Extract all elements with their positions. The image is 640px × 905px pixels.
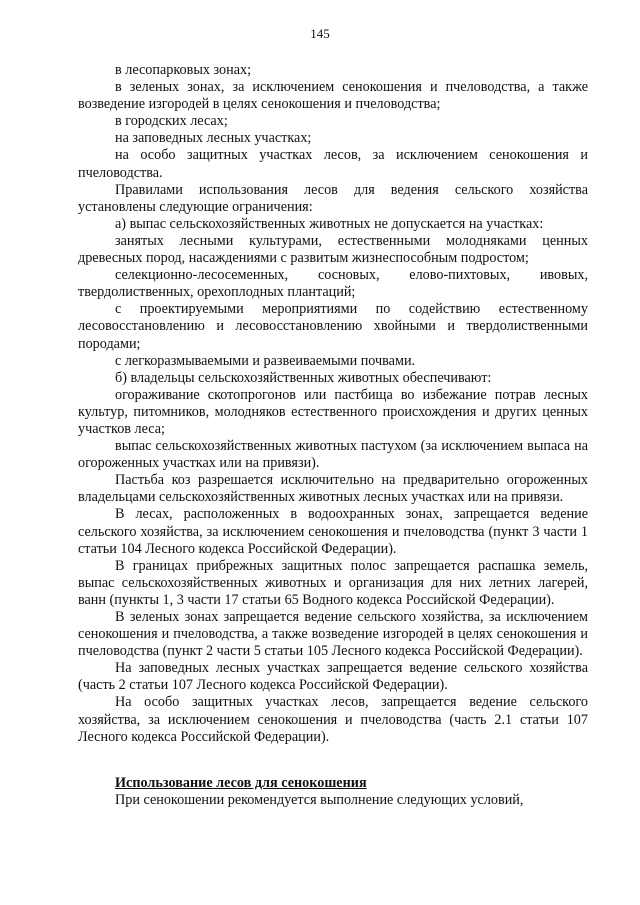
paragraph: В границах прибрежных защитных полос запрещается распашка земель, выпас сельскохозяйственных животных и организация для них летних лагерей, ванн (пункты 1, 3 части 17 статьи 65 Водного кодекса Российской Федерации).	[78, 557, 588, 608]
paragraph: на особо защитных участках лесов, за исключением сенокошения и пчеловодства.	[78, 147, 588, 181]
paragraph: В зеленых зонах запрещается ведение сельского хозяйства, за исключением сенокошения и пчеловодства, а также возведение изгородей в целях сенокошения и пчеловодства (пункт 2 части 5 статьи 105 Лесного кодекса Российской Федерации).	[78, 609, 588, 660]
paragraph: Правилами использования лесов для ведения сельского хозяйства установлены следующие ограничения:	[78, 181, 588, 215]
page-number: 145	[310, 26, 330, 41]
paragraph: На особо защитных участках лесов, запрещается ведение сельского хозяйства, за исключением сенокошения и пчеловодства (часть 2.1 статьи 107 Лесного кодекса Российской Федерации).	[78, 694, 588, 745]
paragraph: в зеленых зонах, за исключением сенокошения и пчеловодства, а также возведение изгородей в целях сенокошения и пчеловодства;	[78, 79, 588, 113]
paragraph: занятых лесными культурами, естественными молодняками ценных древесных пород, насаждениями с развитым жизнеспособным подростом;	[78, 232, 588, 267]
paragraph: При сенокошении рекомендуется выполнение следующих условий,	[115, 791, 524, 808]
paragraph: б) владельцы сельскохозяйственных животных обеспечивают:	[115, 369, 492, 386]
paragraph: выпас сельскохозяйственных животных пастухом (за исключением выпаса на огороженных участках или на привязи).	[78, 438, 588, 472]
paragraph: в городских лесах;	[115, 113, 228, 130]
paragraph: на заповедных лесных участках;	[115, 130, 312, 147]
paragraph: а) выпас сельскохозяйственных животных не допускается на участках:	[115, 215, 544, 232]
paragraph: В лесах, расположенных в водоохранных зонах, запрещается ведение сельского хозяйства, за исключением сенокошения и пчеловодства (пункт 3 части 1 статьи 104 Лесного кодекса Российской Федерации).	[78, 506, 588, 557]
section-heading: Использование лесов для сенокошения	[115, 774, 367, 791]
paragraph: Пастьба коз разрешается исключительно на предварительно огороженных владельцами сельскохозяйственных животных лесных участках или на привязи.	[78, 472, 588, 506]
paragraph: в лесопарковых зонах;	[115, 62, 252, 78]
paragraph: селекционно-лесосеменных, сосновых, елово-пихтовых, ивовых, твердолиственных, орехоплодных плантаций;	[78, 267, 588, 301]
paragraph: огораживание скотопрогонов или пастбища во избежание потрав лесных культур, питомников, молодняков естественного происхождения и других ценных участков леса;	[78, 386, 588, 437]
section-heading-line	[78, 775, 588, 792]
paragraph: На заповедных лесных участках запрещается ведение сельского хозяйства (часть 2 статьи 107 Лесного кодекса Российской Федерации).	[78, 660, 588, 694]
paragraph: с проектируемыми мероприятиями по содействию естественному лесовосстановлению и лесовосстановлению хвойными и твердолиственными породами;	[78, 301, 588, 352]
paragraph: с легкоразмываемыми и развеиваемыми почвами.	[115, 352, 416, 369]
document-body	[78, 62, 588, 809]
